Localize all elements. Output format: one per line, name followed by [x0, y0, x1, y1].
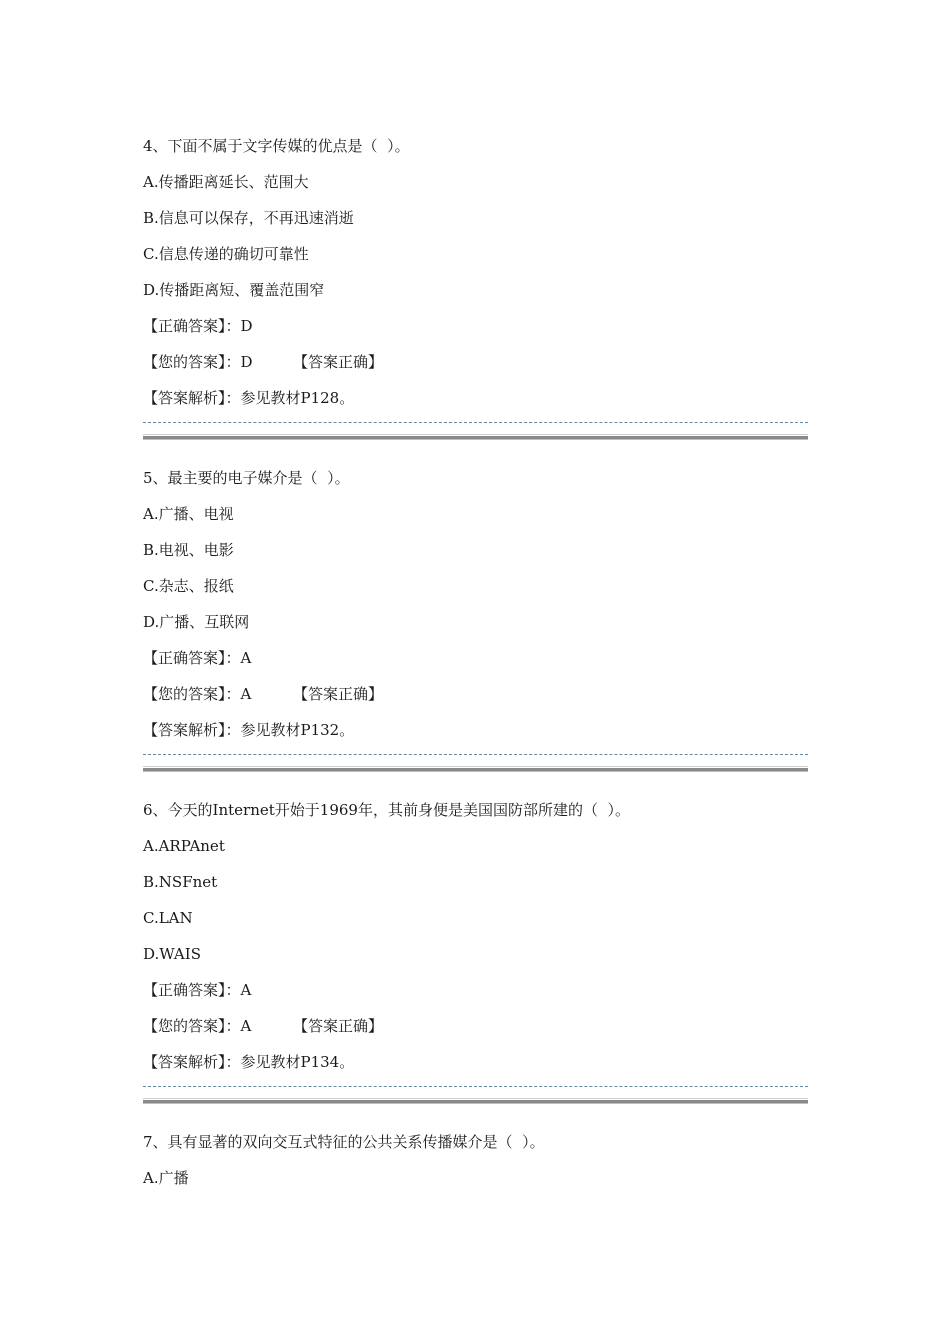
option-d: D.广播、互联网 [143, 613, 250, 631]
question-separator [143, 752, 808, 786]
correct-answer: 【正确答案】：D [143, 317, 253, 335]
option-c: C.信息传递的确切可靠性 [143, 245, 309, 263]
option-a: A.广播、电视 [143, 505, 234, 523]
question-stem: 5、最主要的电子媒介是（ ）。 [143, 469, 350, 487]
question-block [143, 134, 808, 454]
bar-highlight [143, 1098, 808, 1099]
option-c: C.杂志、报纸 [143, 577, 234, 595]
your-answer-row [143, 350, 808, 386]
bar-highlight [143, 434, 808, 435]
option-d: D.传播距离短、覆盖范围窄 [143, 281, 325, 299]
question-stem: 7、具有显著的双向交互式特征的公共关系传播媒介是（ ）。 [143, 1133, 545, 1151]
your-answer: 【您的答案】：D [143, 353, 253, 371]
option-b: B.电视、电影 [143, 541, 234, 559]
answer-status: 【答案正确】 [293, 685, 384, 703]
question-list [143, 134, 808, 1202]
question-stem: 4、下面不属于文字传媒的优点是（ ）。 [143, 137, 410, 155]
answer-status: 【答案正确】 [293, 1017, 384, 1035]
question-separator [143, 420, 808, 454]
question-block [143, 466, 808, 786]
question-stem: 6、今天的Internet开始于1969年，其前身便是美国国防部所建的（ ）。 [143, 801, 630, 819]
dashed-divider [143, 754, 808, 755]
option-b: B.信息可以保存，不再迅速消逝 [143, 209, 354, 227]
option-a: A.ARPAnet [143, 837, 225, 855]
bar-highlight [143, 766, 808, 767]
your-answer: 【您的答案】：A [143, 685, 252, 703]
option-a: A.传播距离延长、范围大 [143, 173, 309, 191]
option-c: C.LAN [143, 909, 193, 927]
correct-answer: 【正确答案】：A [143, 981, 252, 999]
answer-status: 【答案正确】 [293, 353, 384, 371]
option-d: D.WAIS [143, 945, 201, 963]
question-block [143, 798, 808, 1118]
answer-analysis: 【答案解析】：参见教材P134。 [143, 1053, 355, 1071]
dashed-divider [143, 422, 808, 423]
correct-answer: 【正确答案】：A [143, 649, 252, 667]
your-answer-row [143, 1014, 808, 1050]
option-a: A.广播 [143, 1169, 189, 1187]
your-answer: 【您的答案】：A [143, 1017, 252, 1035]
your-answer-row [143, 682, 808, 718]
question-separator [143, 1084, 808, 1118]
solid-divider [143, 1100, 808, 1104]
question-block [143, 1130, 808, 1202]
solid-divider [143, 768, 808, 772]
answer-analysis: 【答案解析】：参见教材P132。 [143, 721, 355, 739]
option-b: B.NSFnet [143, 873, 218, 891]
answer-analysis: 【答案解析】：参见教材P128。 [143, 389, 355, 407]
solid-divider [143, 436, 808, 440]
dashed-divider [143, 1086, 808, 1087]
